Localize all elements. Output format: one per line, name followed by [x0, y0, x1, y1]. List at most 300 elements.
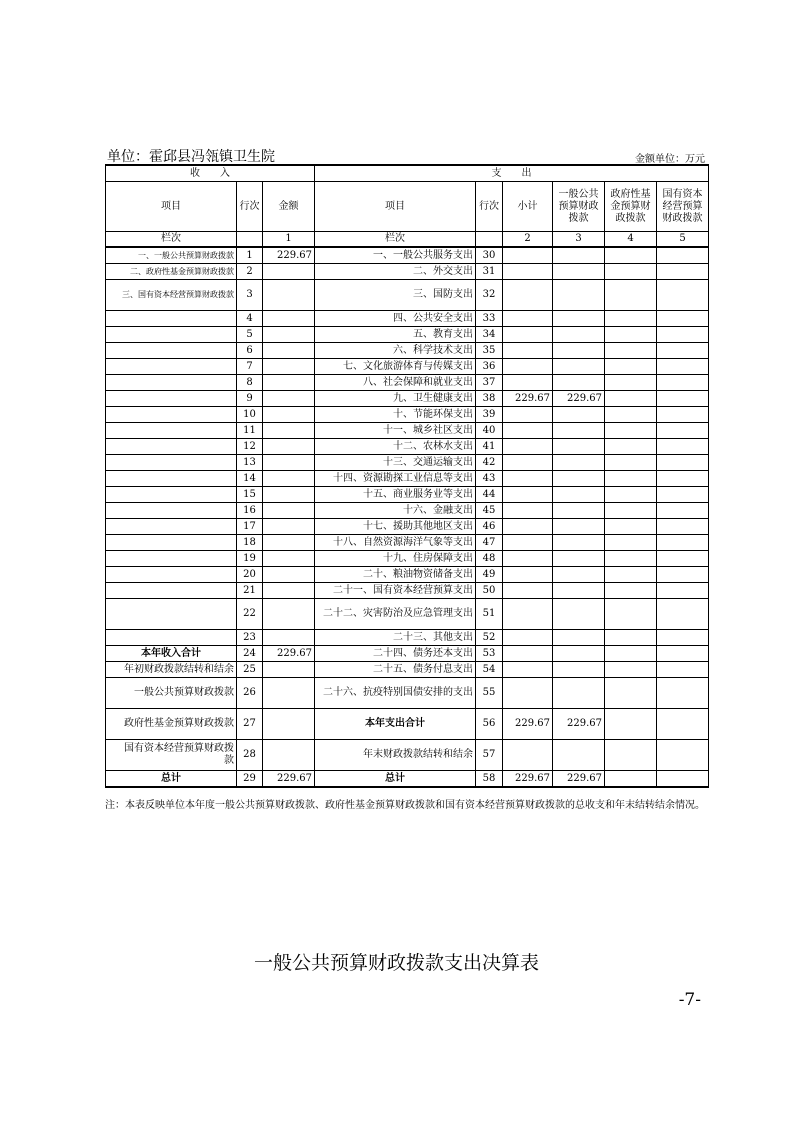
cell-ex-item: 十一、城乡社区支出 [315, 423, 476, 439]
cell-ex-item: 二十、粮油物资储备支出 [315, 567, 476, 583]
cell-subtotal [503, 280, 553, 311]
expense-group-header: 支 出 [315, 165, 709, 182]
footnote: 注：本表反映单位本年度一般公共预算财政拨款、政府性基金预算财政拨款和国有资本经营预算财政拨款的总收支和年末结转结余情况。 [105, 800, 705, 811]
cell-ex-row-no: 52 [476, 630, 503, 646]
cell-in-item [106, 311, 237, 327]
cell-general [553, 487, 605, 503]
cell-general [553, 678, 605, 709]
cell-subtotal [503, 599, 553, 630]
cell-subtotal [503, 247, 553, 264]
cell-in-row-no: 29 [237, 771, 263, 788]
cell-state-capital [657, 327, 709, 343]
cell-in-item [106, 375, 237, 391]
table-row [106, 327, 709, 343]
cell-subtotal [503, 487, 553, 503]
unit-label: 单位：霍邱县冯瓴镇卫生院 [107, 149, 275, 165]
cell-ex-row-no: 50 [476, 583, 503, 599]
cell-state-capital [657, 678, 709, 709]
cell-in-item [106, 359, 237, 375]
cell-ex-row-no: 41 [476, 439, 503, 455]
cell-subtotal [503, 407, 553, 423]
table-row [106, 247, 709, 264]
cell-in-item: 一、一般公共预算财政拨款 [106, 247, 237, 264]
cell-ex-row-no: 34 [476, 327, 503, 343]
col-income-item: 项目 [106, 182, 237, 232]
table-row [106, 709, 709, 740]
cell-in-item [106, 503, 237, 519]
page-number: -7- [678, 990, 701, 1010]
cell-fund [605, 678, 657, 709]
cell-in-amount [263, 709, 315, 740]
cell-subtotal [503, 519, 553, 535]
cell-in-amount: 229.67 [263, 646, 315, 662]
table-row [106, 343, 709, 359]
cell-in-item: 国有资本经营预算财政拨款 [106, 740, 237, 771]
cell-in-row-no: 17 [237, 519, 263, 535]
table-row [106, 551, 709, 567]
cell-fund [605, 407, 657, 423]
col-income-amount: 金额 [263, 182, 315, 232]
cell-in-amount [263, 311, 315, 327]
cell-fund [605, 311, 657, 327]
cell-subtotal [503, 662, 553, 678]
cell-in-item [106, 407, 237, 423]
cell-ex-item: 八、社会保障和就业支出 [315, 375, 476, 391]
cell-ex-row-no: 44 [476, 487, 503, 503]
cell-in-row-no: 4 [237, 311, 263, 327]
cell-general [553, 471, 605, 487]
cell-subtotal [503, 327, 553, 343]
cell-ex-item: 二十四、债务还本支出 [315, 646, 476, 662]
cell-fund [605, 709, 657, 740]
cell-in-item [106, 391, 237, 407]
cell-in-amount [263, 487, 315, 503]
cell-general [553, 662, 605, 678]
cell-in-row-no: 24 [237, 646, 263, 662]
cell-in-row-no: 26 [237, 678, 263, 709]
cell-in-amount [263, 535, 315, 551]
cell-in-row-no: 19 [237, 551, 263, 567]
cell-in-amount [263, 375, 315, 391]
cell-general [553, 599, 605, 630]
cell-in-amount [263, 407, 315, 423]
cell-in-amount: 229.67 [263, 247, 315, 264]
cell-ex-item: 十四、资源勘探工业信息等支出 [315, 471, 476, 487]
money-unit-label: 金额单位：万元 [635, 154, 705, 165]
col-no-blank [476, 232, 503, 248]
cell-in-row-no: 14 [237, 471, 263, 487]
cell-ex-row-no: 51 [476, 599, 503, 630]
cell-state-capital [657, 359, 709, 375]
cell-in-item [106, 327, 237, 343]
cell-fund [605, 391, 657, 407]
cell-state-capital [657, 599, 709, 630]
cell-ex-item: 二十五、债务付息支出 [315, 662, 476, 678]
cell-ex-item: 九、卫生健康支出 [315, 391, 476, 407]
cell-in-row-no: 3 [237, 280, 263, 311]
col-no-5: 5 [657, 232, 709, 248]
cell-in-item [106, 471, 237, 487]
cell-ex-row-no: 43 [476, 471, 503, 487]
cell-in-row-no: 28 [237, 740, 263, 771]
cell-in-row-no: 15 [237, 487, 263, 503]
col-no-4: 4 [605, 232, 657, 248]
cell-in-amount [263, 599, 315, 630]
cell-in-amount [263, 280, 315, 311]
cell-fund [605, 771, 657, 788]
cell-subtotal [503, 343, 553, 359]
col-fund-budget: 政府性基金预算财政拨款 [605, 182, 657, 232]
table-row [106, 646, 709, 662]
cell-state-capital [657, 503, 709, 519]
cell-ex-item: 十、节能环保支出 [315, 407, 476, 423]
cell-ex-item: 二十二、灾害防治及应急管理支出 [315, 599, 476, 630]
cell-in-item: 总计 [106, 771, 237, 788]
cell-in-item [106, 455, 237, 471]
cell-general [553, 375, 605, 391]
cell-state-capital [657, 630, 709, 646]
cell-in-row-no: 27 [237, 709, 263, 740]
cell-in-row-no: 6 [237, 343, 263, 359]
cell-in-row-no: 20 [237, 567, 263, 583]
cell-general [553, 327, 605, 343]
col-state-capital: 国有资本经营预算财政拨款 [657, 182, 709, 232]
cell-in-amount [263, 327, 315, 343]
cell-ex-row-no: 39 [476, 407, 503, 423]
cell-in-row-no: 12 [237, 439, 263, 455]
table-row [106, 423, 709, 439]
cell-in-amount [263, 678, 315, 709]
cell-in-amount [263, 439, 315, 455]
table-row [106, 503, 709, 519]
next-table-title: 一般公共预算财政拨款支出决算表 [253, 952, 539, 974]
table-row [106, 264, 709, 280]
cell-ex-item: 十九、住房保障支出 [315, 551, 476, 567]
cell-ex-item: 十六、金融支出 [315, 503, 476, 519]
income-group-header: 收 入 [106, 165, 315, 182]
cell-ex-row-no: 57 [476, 740, 503, 771]
cell-in-row-no: 5 [237, 327, 263, 343]
col-no-1: 1 [263, 232, 315, 248]
cell-general [553, 583, 605, 599]
cell-in-item: 三、国有资本经营预算财政拨款 [106, 280, 237, 311]
cell-fund [605, 740, 657, 771]
cell-in-amount [263, 551, 315, 567]
cell-subtotal [503, 503, 553, 519]
cell-in-amount [263, 471, 315, 487]
table-row [106, 359, 709, 375]
table-row [106, 599, 709, 630]
cell-in-row-no: 25 [237, 662, 263, 678]
cell-ex-row-no: 47 [476, 535, 503, 551]
cell-ex-row-no: 35 [476, 343, 503, 359]
cell-fund [605, 439, 657, 455]
col-no-label-left: 栏次 [106, 232, 237, 248]
cell-general [553, 646, 605, 662]
cell-fund [605, 343, 657, 359]
cell-fund [605, 487, 657, 503]
cell-in-item [106, 567, 237, 583]
cell-in-row-no: 18 [237, 535, 263, 551]
cell-ex-item: 十二、农林水支出 [315, 439, 476, 455]
cell-in-item: 二、政府性基金预算财政拨款 [106, 264, 237, 280]
cell-general [553, 407, 605, 423]
cell-ex-item: 十五、商业服务业等支出 [315, 487, 476, 503]
cell-in-row-no: 7 [237, 359, 263, 375]
cell-in-amount [263, 503, 315, 519]
table-row [106, 740, 709, 771]
table-row [106, 662, 709, 678]
cell-subtotal [503, 630, 553, 646]
cell-ex-row-no: 49 [476, 567, 503, 583]
cell-subtotal [503, 311, 553, 327]
cell-fund [605, 264, 657, 280]
cell-subtotal [503, 423, 553, 439]
cell-ex-item: 五、教育支出 [315, 327, 476, 343]
table-row [106, 455, 709, 471]
cell-state-capital [657, 375, 709, 391]
table-row [106, 519, 709, 535]
cell-in-amount [263, 630, 315, 646]
cell-in-amount [263, 359, 315, 375]
cell-in-row-no: 16 [237, 503, 263, 519]
cell-general [553, 551, 605, 567]
cell-general [553, 247, 605, 264]
cell-in-row-no: 8 [237, 375, 263, 391]
cell-in-row-no: 11 [237, 423, 263, 439]
table-row [106, 280, 709, 311]
cell-in-amount [263, 455, 315, 471]
cell-in-amount [263, 519, 315, 535]
cell-fund [605, 423, 657, 439]
cell-state-capital [657, 264, 709, 280]
cell-ex-row-no: 40 [476, 423, 503, 439]
cell-state-capital [657, 407, 709, 423]
cell-ex-row-no: 37 [476, 375, 503, 391]
cell-ex-row-no: 33 [476, 311, 503, 327]
cell-ex-item: 六、科学技术支出 [315, 343, 476, 359]
cell-fund [605, 535, 657, 551]
cell-ex-item: 年末财政拨款结转和结余 [315, 740, 476, 771]
cell-in-item [106, 535, 237, 551]
cell-fund [605, 551, 657, 567]
cell-general [553, 519, 605, 535]
cell-subtotal [503, 264, 553, 280]
cell-ex-row-no: 38 [476, 391, 503, 407]
cell-general [553, 455, 605, 471]
col-income-row-no: 行次 [237, 182, 263, 232]
cell-in-item [106, 487, 237, 503]
cell-state-capital [657, 535, 709, 551]
cell-general [553, 439, 605, 455]
cell-subtotal [503, 678, 553, 709]
cell-subtotal: 229.67 [503, 709, 553, 740]
cell-general [553, 264, 605, 280]
cell-fund [605, 583, 657, 599]
cell-in-item: 一般公共预算财政拨款 [106, 678, 237, 709]
cell-in-amount [263, 391, 315, 407]
table-row [106, 471, 709, 487]
cell-ex-row-no: 54 [476, 662, 503, 678]
cell-general [553, 280, 605, 311]
cell-ex-item: 总计 [315, 771, 476, 788]
cell-subtotal [503, 439, 553, 455]
cell-state-capital [657, 567, 709, 583]
col-subtotal: 小计 [503, 182, 553, 232]
cell-fund [605, 599, 657, 630]
cell-in-amount [263, 567, 315, 583]
cell-in-amount [263, 662, 315, 678]
table-row [106, 391, 709, 407]
col-no-2: 2 [503, 232, 553, 248]
cell-in-amount [263, 740, 315, 771]
cell-in-row-no: 22 [237, 599, 263, 630]
cell-fund [605, 375, 657, 391]
budget-table [105, 164, 709, 788]
cell-in-amount [263, 583, 315, 599]
cell-ex-item: 七、文化旅游体育与传媒支出 [315, 359, 476, 375]
cell-ex-row-no: 46 [476, 519, 503, 535]
table-row [106, 535, 709, 551]
cell-subtotal [503, 551, 553, 567]
cell-ex-row-no: 48 [476, 551, 503, 567]
cell-ex-item: 二十三、其他支出 [315, 630, 476, 646]
table-row [106, 678, 709, 709]
cell-in-item [106, 439, 237, 455]
cell-in-row-no: 13 [237, 455, 263, 471]
cell-ex-item: 四、公共安全支出 [315, 311, 476, 327]
cell-state-capital [657, 423, 709, 439]
cell-state-capital [657, 709, 709, 740]
cell-in-row-no: 1 [237, 247, 263, 264]
cell-subtotal [503, 455, 553, 471]
cell-ex-row-no: 31 [476, 264, 503, 280]
cell-state-capital [657, 280, 709, 311]
cell-ex-item: 十七、援助其他地区支出 [315, 519, 476, 535]
cell-fund [605, 327, 657, 343]
cell-state-capital [657, 487, 709, 503]
cell-fund [605, 471, 657, 487]
cell-fund [605, 646, 657, 662]
cell-ex-item: 一、一般公共服务支出 [315, 247, 476, 264]
cell-in-item [106, 551, 237, 567]
cell-ex-row-no: 32 [476, 280, 503, 311]
table-row [106, 439, 709, 455]
cell-state-capital [657, 551, 709, 567]
cell-subtotal [503, 535, 553, 551]
cell-general: 229.67 [553, 391, 605, 407]
cell-state-capital [657, 583, 709, 599]
cell-in-item [106, 519, 237, 535]
cell-state-capital [657, 771, 709, 788]
cell-general [553, 630, 605, 646]
col-no-label-right: 栏次 [315, 232, 476, 248]
table-row [106, 487, 709, 503]
table-row [106, 407, 709, 423]
col-general-budget: 一般公共预算财政拨款 [553, 182, 605, 232]
cell-fund [605, 503, 657, 519]
cell-state-capital [657, 455, 709, 471]
cell-fund [605, 359, 657, 375]
cell-in-item [106, 630, 237, 646]
cell-fund [605, 567, 657, 583]
col-no-3: 3 [553, 232, 605, 248]
cell-state-capital [657, 311, 709, 327]
cell-ex-row-no: 56 [476, 709, 503, 740]
cell-state-capital [657, 439, 709, 455]
cell-state-capital [657, 391, 709, 407]
cell-ex-row-no: 36 [476, 359, 503, 375]
cell-general: 229.67 [553, 771, 605, 788]
cell-in-item [106, 343, 237, 359]
cell-subtotal [503, 740, 553, 771]
cell-general [553, 740, 605, 771]
cell-ex-row-no: 55 [476, 678, 503, 709]
cell-state-capital [657, 646, 709, 662]
cell-state-capital [657, 519, 709, 535]
cell-in-row-no: 23 [237, 630, 263, 646]
cell-ex-item: 二十一、国有资本经营预算支出 [315, 583, 476, 599]
cell-subtotal [503, 567, 553, 583]
cell-general [553, 343, 605, 359]
cell-ex-item: 三、国防支出 [315, 280, 476, 311]
cell-in-amount [263, 423, 315, 439]
table-row [106, 311, 709, 327]
cell-subtotal [503, 471, 553, 487]
cell-state-capital [657, 471, 709, 487]
cell-in-row-no: 2 [237, 264, 263, 280]
cell-ex-row-no: 53 [476, 646, 503, 662]
cell-subtotal [503, 359, 553, 375]
cell-ex-item: 本年支出合计 [315, 709, 476, 740]
cell-in-item: 年初财政拨款结转和结余 [106, 662, 237, 678]
cell-in-amount: 229.67 [263, 771, 315, 788]
table-row [106, 771, 709, 788]
cell-in-row-no: 10 [237, 407, 263, 423]
cell-ex-item: 十八、自然资源海洋气象等支出 [315, 535, 476, 551]
cell-state-capital [657, 662, 709, 678]
table-row [106, 567, 709, 583]
col-expense-item: 项目 [315, 182, 476, 232]
cell-ex-item: 十三、交通运输支出 [315, 455, 476, 471]
cell-fund [605, 455, 657, 471]
table-row [106, 375, 709, 391]
cell-subtotal [503, 646, 553, 662]
cell-fund [605, 662, 657, 678]
cell-in-amount [263, 264, 315, 280]
cell-in-item [106, 599, 237, 630]
cell-ex-row-no: 45 [476, 503, 503, 519]
cell-general [553, 535, 605, 551]
cell-in-item [106, 583, 237, 599]
cell-in-row-no: 9 [237, 391, 263, 407]
cell-state-capital [657, 343, 709, 359]
cell-general: 229.67 [553, 709, 605, 740]
cell-fund [605, 280, 657, 311]
cell-ex-item: 二十六、抗疫特别国债安排的支出 [315, 678, 476, 709]
col-expense-row-no: 行次 [476, 182, 503, 232]
cell-state-capital [657, 247, 709, 264]
cell-in-row-no: 21 [237, 583, 263, 599]
table-row [106, 583, 709, 599]
cell-in-amount [263, 343, 315, 359]
cell-subtotal [503, 375, 553, 391]
cell-fund [605, 630, 657, 646]
cell-general [553, 359, 605, 375]
cell-subtotal [503, 583, 553, 599]
cell-general [553, 503, 605, 519]
table-row [106, 630, 709, 646]
